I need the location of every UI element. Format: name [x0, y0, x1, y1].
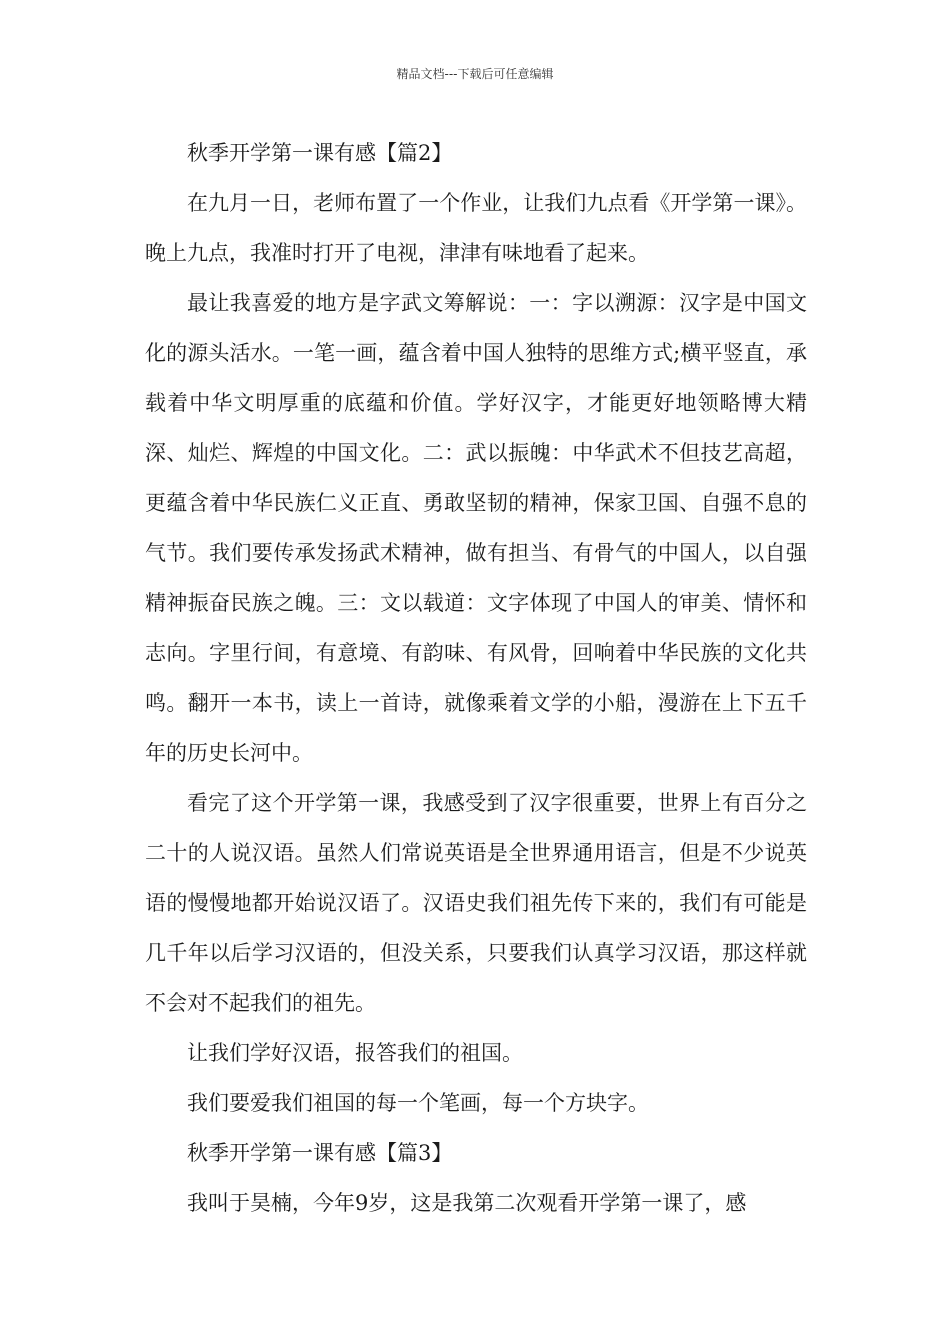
paragraph: 我们要爱我们祖国的每一个笔画，每一个方块字。	[187, 1091, 649, 1115]
paragraph: 让我们学好汉语，报答我们的祖国。	[187, 1041, 523, 1065]
paragraph: 看完了这个开学第一课，我感受到了汉字很重要，世界上有百分之二十的人说汉语。虽然人们常说英语是全世界通用语言，但是不少说英语的慢慢地都开始说汉语了。汉语史我们祖先传下来的，我们有可能是几千年以后学习汉语的，但没关系，只要我们认真学习汉语，那这样就不会对不起我们的祖先。	[145, 791, 807, 1015]
page-header: 精品文档---下载后可任意编辑	[396, 67, 554, 81]
paragraph: 最让我喜爱的地方是字武文筹解说：一：字以溯源：汉字是中国文化的源头活水。一笔一画，蕴含着中国人独特的思维方式;横平竖直，承载着中华文明厚重的底蕴和价值。学好汉字，才能更好地领略博大精深、灿烂、辉煌的中国文化。二：武以振魄：中华武术不但技艺高超，更蕴含着中华民族仁义正直、勇敢坚韧的精神，保家卫国、自强不息的气节。我们要传承发扬武术精神，做有担当、有骨气的中国人，以自强精神振奋民族之魄。三：文以载道：文字体现了中国人的审美、情怀和志向。字里行间，有意境、有韵味、有风骨，回响着中华民族的文化共鸣。翻开一本书，读上一首诗，就像乘着文学的小船，漫游在上下五千年的历史长河中。	[145, 291, 807, 765]
section-heading-2: 秋季开学第一课有感【篇2】	[187, 141, 453, 165]
paragraph: 我叫于昊楠，今年9岁，这是我第二次观看开学第一课了，感	[187, 1191, 747, 1215]
section-heading-3: 秋季开学第一课有感【篇3】	[187, 1141, 453, 1165]
paragraph: 在九月一日，老师布置了一个作业，让我们九点看《开学第一课》。晚上九点，我准时打开了电视，津津有味地看了起来。	[145, 191, 807, 265]
document-body	[145, 128, 807, 1228]
